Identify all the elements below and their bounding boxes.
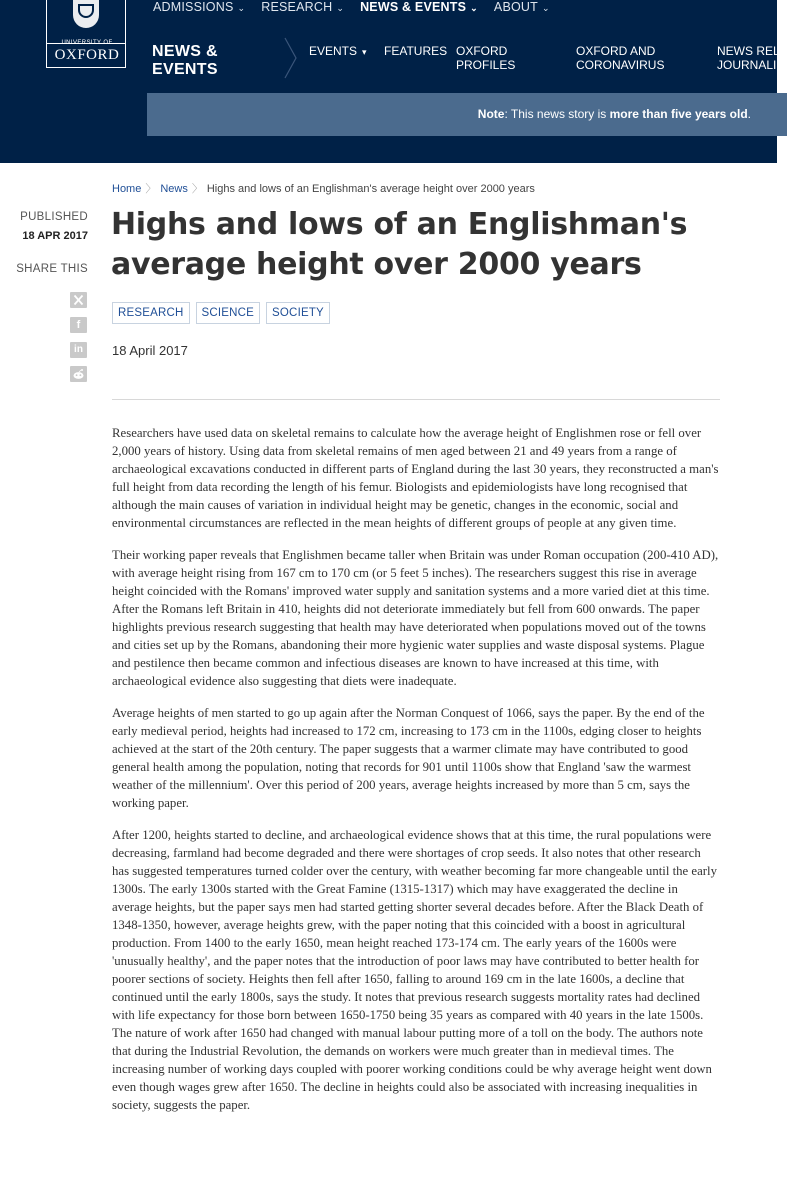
subnav-news-releases[interactable]: NEWS RELE JOURNALIS — [717, 44, 788, 72]
breadcrumb-current: Highs and lows of an Englishman's average height over 2000 years — [206, 183, 535, 195]
share-label: SHARE THIS — [16, 263, 88, 275]
chevron-down-icon: ⌄ — [470, 3, 478, 13]
top-nav — [153, 0, 566, 16]
article-paragraph: After 1200, heights started to decline, and archaeological evidence shows that at this time, the rural populations were decreasing, farmland had become degraded and there were shortages of crop seeds. It also notes that other research has suggested temperatures turned colder over the century, with weather becoming far more changeable until the early 1300s. The early 1300s started with the Great Famine (1315-1317) which may have exaggerated the decline in average heights, but the paper says men had started getting shorter several decades before. After the Black Death of 1348-1350, however, average heights grew, with the paper noting that this coincided with a boost in agricultural production. From 1400 to the early 1650, mean height reached 173-174 cm. The early years of the 1600s were 'unusually healthy', and the paper notes that the introduction of poor laws may have contributed to better health for poorer sections of society. Heights then fell after 1650, falling to around 169 cm in the late 1600s, a decline that continued until the early 1800s, says the study. It notes that previous research suggests mortality rates had declined with life expectancy for those born between 1650-1750 being 35 years as compared with 40 years in the late 1500s. The nature of work after 1650 had changed with manual labour putting more of a toll on the body. The authors note that during the Industrial Revolution, the demands on workers were much greater than in medieval times. The increasing number of working days coupled with poorer working conditions could be why average height went down even though wages grew after 1650. The decline in heights could also be associated with increasing inequalities in society, suggests the paper. — [112, 828, 718, 1112]
article-date: 18 April 2017 — [112, 343, 188, 358]
subnav-features[interactable]: FEATURES — [384, 44, 448, 58]
tag-list — [112, 302, 336, 324]
chevron-down-icon: ▾ — [362, 47, 367, 57]
top-nav-about[interactable]: ABOUT ⌄ — [493, 0, 550, 14]
article-body — [112, 424, 720, 1128]
subnav-oxford-coronavirus[interactable]: OXFORD AND CORONAVIRUS — [576, 44, 665, 72]
section-title-line2: EVENTS — [152, 61, 218, 78]
tag-society[interactable]: SOCIETY — [266, 302, 330, 324]
logo-university-of: UNIVERSITY OF — [61, 40, 113, 46]
tag-research[interactable]: RESEARCH — [112, 302, 190, 324]
linkedin-icon[interactable]: in — [70, 342, 87, 358]
breadcrumb-news[interactable]: News — [160, 183, 188, 195]
chevron-separator-icon — [284, 38, 298, 78]
breadcrumb — [112, 180, 535, 196]
site-header — [0, 0, 788, 163]
article-title-line1: Highs and lows of an Englishman's — [111, 207, 688, 242]
top-nav-admissions[interactable]: ADMISSIONS ⌄ — [153, 0, 246, 14]
logo-oxford: OXFORD — [54, 47, 120, 63]
chevron-down-icon: ⌄ — [237, 3, 246, 13]
top-nav-research[interactable]: RESEARCH ⌄ — [261, 0, 345, 14]
section-title[interactable] — [152, 43, 262, 79]
article-paragraph: Researchers have used data on skeletal remains to calculate how the average height of Englishmen rose or fell over 2,000 years of history. Using data from skeletal remains of men aged between 21 and 49 years from a range of archaeological excavations conducted in different parts of England during the last 30 years, they reconstructed a man's full height from data recording the length of his femur. Biologists and epidemiologists have long recognised that although the main causes of variation in individual height may be genetic, changes in the economic, social and environmental circumstances are reflected in the mean heights of different groups of people at any given time. — [112, 426, 719, 530]
tag-science[interactable]: SCIENCE — [196, 302, 261, 324]
subnav-oxford-profiles[interactable]: OXFORD PROFILES — [456, 44, 516, 72]
old-story-notice — [147, 93, 787, 136]
notice-text: Note: This news story is more than five years old. — [477, 107, 751, 121]
subnav-events[interactable]: EVENTS ▾ — [309, 44, 367, 58]
breadcrumb-home[interactable]: Home — [112, 183, 142, 195]
published-date: 18 APR 2017 — [22, 230, 88, 242]
article-paragraph: Average heights of men started to go up again after the Norman Conquest of 1066, says the paper. By the end of the early medieval period, heights had increased to 172 cm, increasing to 173 cm in the 1100s, edging closer to heights achieved at the start of the 20th century. The paper suggests that a warmer climate may have contributed to good general health among the population, noting that records for 901 until 1100s show that England 'saw the warmest weather of the millennium'. Over this period of 200 years, average heights increased by more than 5 cm, says the working paper. — [112, 706, 705, 810]
reddit-icon[interactable] — [70, 366, 87, 382]
breadcrumb-separator: 〉 — [191, 183, 203, 195]
article-paragraph: Their working paper reveals that Englishmen became taller when Britain was under Roman occupation (200-410 AD), with average height rising from 167 cm to 170 cm (or 5 feet 5 inches). The researchers suggest this rise in average height coincided with the Romans' improved water supply and sanitation systems and a more varied diet at this time. After the Romans left Britain in 410, heights did not deteriorate immediately but fell from 600 onwards. The paper highlights previous research suggesting that health may have deteriorated when populations moved out of the towns and cities set up by the Romans, abandoning their more hygienic water supplies and waste disposal systems. Plague and pestilence then became common and infectious diseases are known to have increased at this time, with archaeological evidence also suggesting that diets were inadequate. — [112, 548, 719, 688]
chevron-down-icon: ⌄ — [541, 3, 550, 13]
chevron-down-icon: ⌄ — [336, 3, 345, 13]
article-title — [111, 205, 731, 285]
top-nav-news-events[interactable]: NEWS & EVENTS ⌄ — [360, 0, 478, 14]
breadcrumb-separator: 〉 — [145, 183, 157, 195]
article-title-line2: average height over 2000 years — [111, 247, 642, 282]
crest-icon — [73, 0, 99, 28]
section-title-line1: NEWS & — [152, 43, 218, 60]
facebook-icon[interactable]: f — [70, 317, 87, 333]
x-icon[interactable] — [70, 292, 87, 308]
divider — [112, 399, 720, 400]
published-label: PUBLISHED — [20, 211, 88, 223]
logo-crest-frame — [46, 0, 126, 44]
